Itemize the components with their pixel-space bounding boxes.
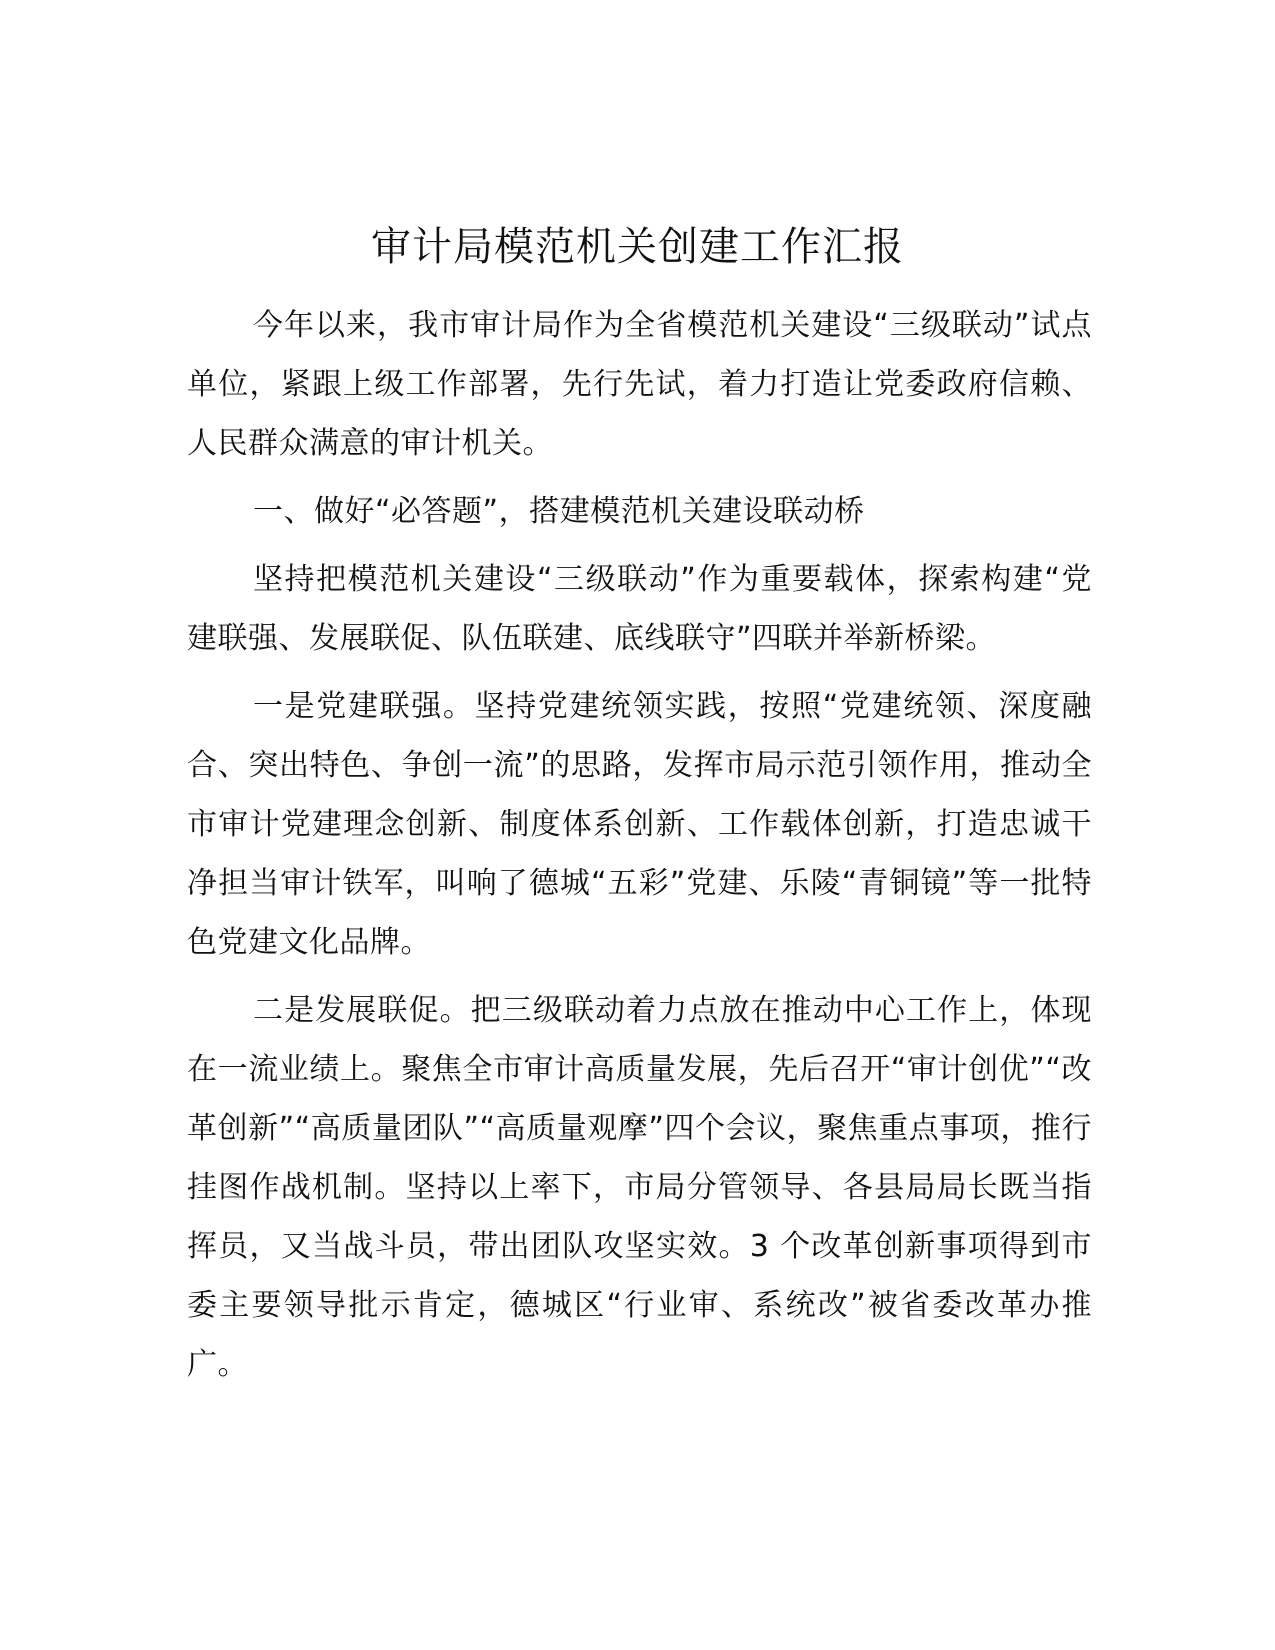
document-body	[187, 296, 1092, 1394]
development-paragraph: 二是发展联促。把三级联动着力点放在推动中心工作上，体现在一流业绩上。聚焦全市审计高质量发展，先后召开“审计创优”“改革创新”“高质量团队”“高质量观摩”四个会议，聚焦重点事项，推行挂图作战机制。坚持以上率下，市局分管领导、各县局局长既当指挥员，又当战斗员，带出团队攻坚实效。3 个改革创新事项得到市委主要领导批示肯定，德城区“行业审、系统改”被省委改革办推广。	[187, 993, 1092, 1382]
party-building-paragraph: 一是党建联强。坚持党建统领实践，按照“党建统领、深度融合、突出特色、争创一流”的思路，发挥市局示范引领作用，推动全市审计党建理念创新、制度体系创新、工作载体创新，打造忠诚干净担当审计铁军，叫响了德城“五彩”党建、乐陵“青铜镜”等一批特色党建文化品牌。	[187, 689, 1092, 960]
intro-paragraph: 今年以来，我市审计局作为全省模范机关建设“三级联动”试点单位，紧跟上级工作部署，先行先试，着力打造让党委政府信赖、人民群众满意的审计机关。	[187, 308, 1092, 461]
section-summary-paragraph: 坚持把模范机关建设“三级联动”作为重要载体，探索构建“党建联强、发展联促、队伍联建、底线联守”四联并举新桥梁。	[187, 562, 1092, 656]
document-title: 审计局模范机关创建工作汇报	[371, 224, 904, 270]
section-heading: 一、做好“必答题”，搭建模范机关建设联动桥	[253, 494, 865, 529]
